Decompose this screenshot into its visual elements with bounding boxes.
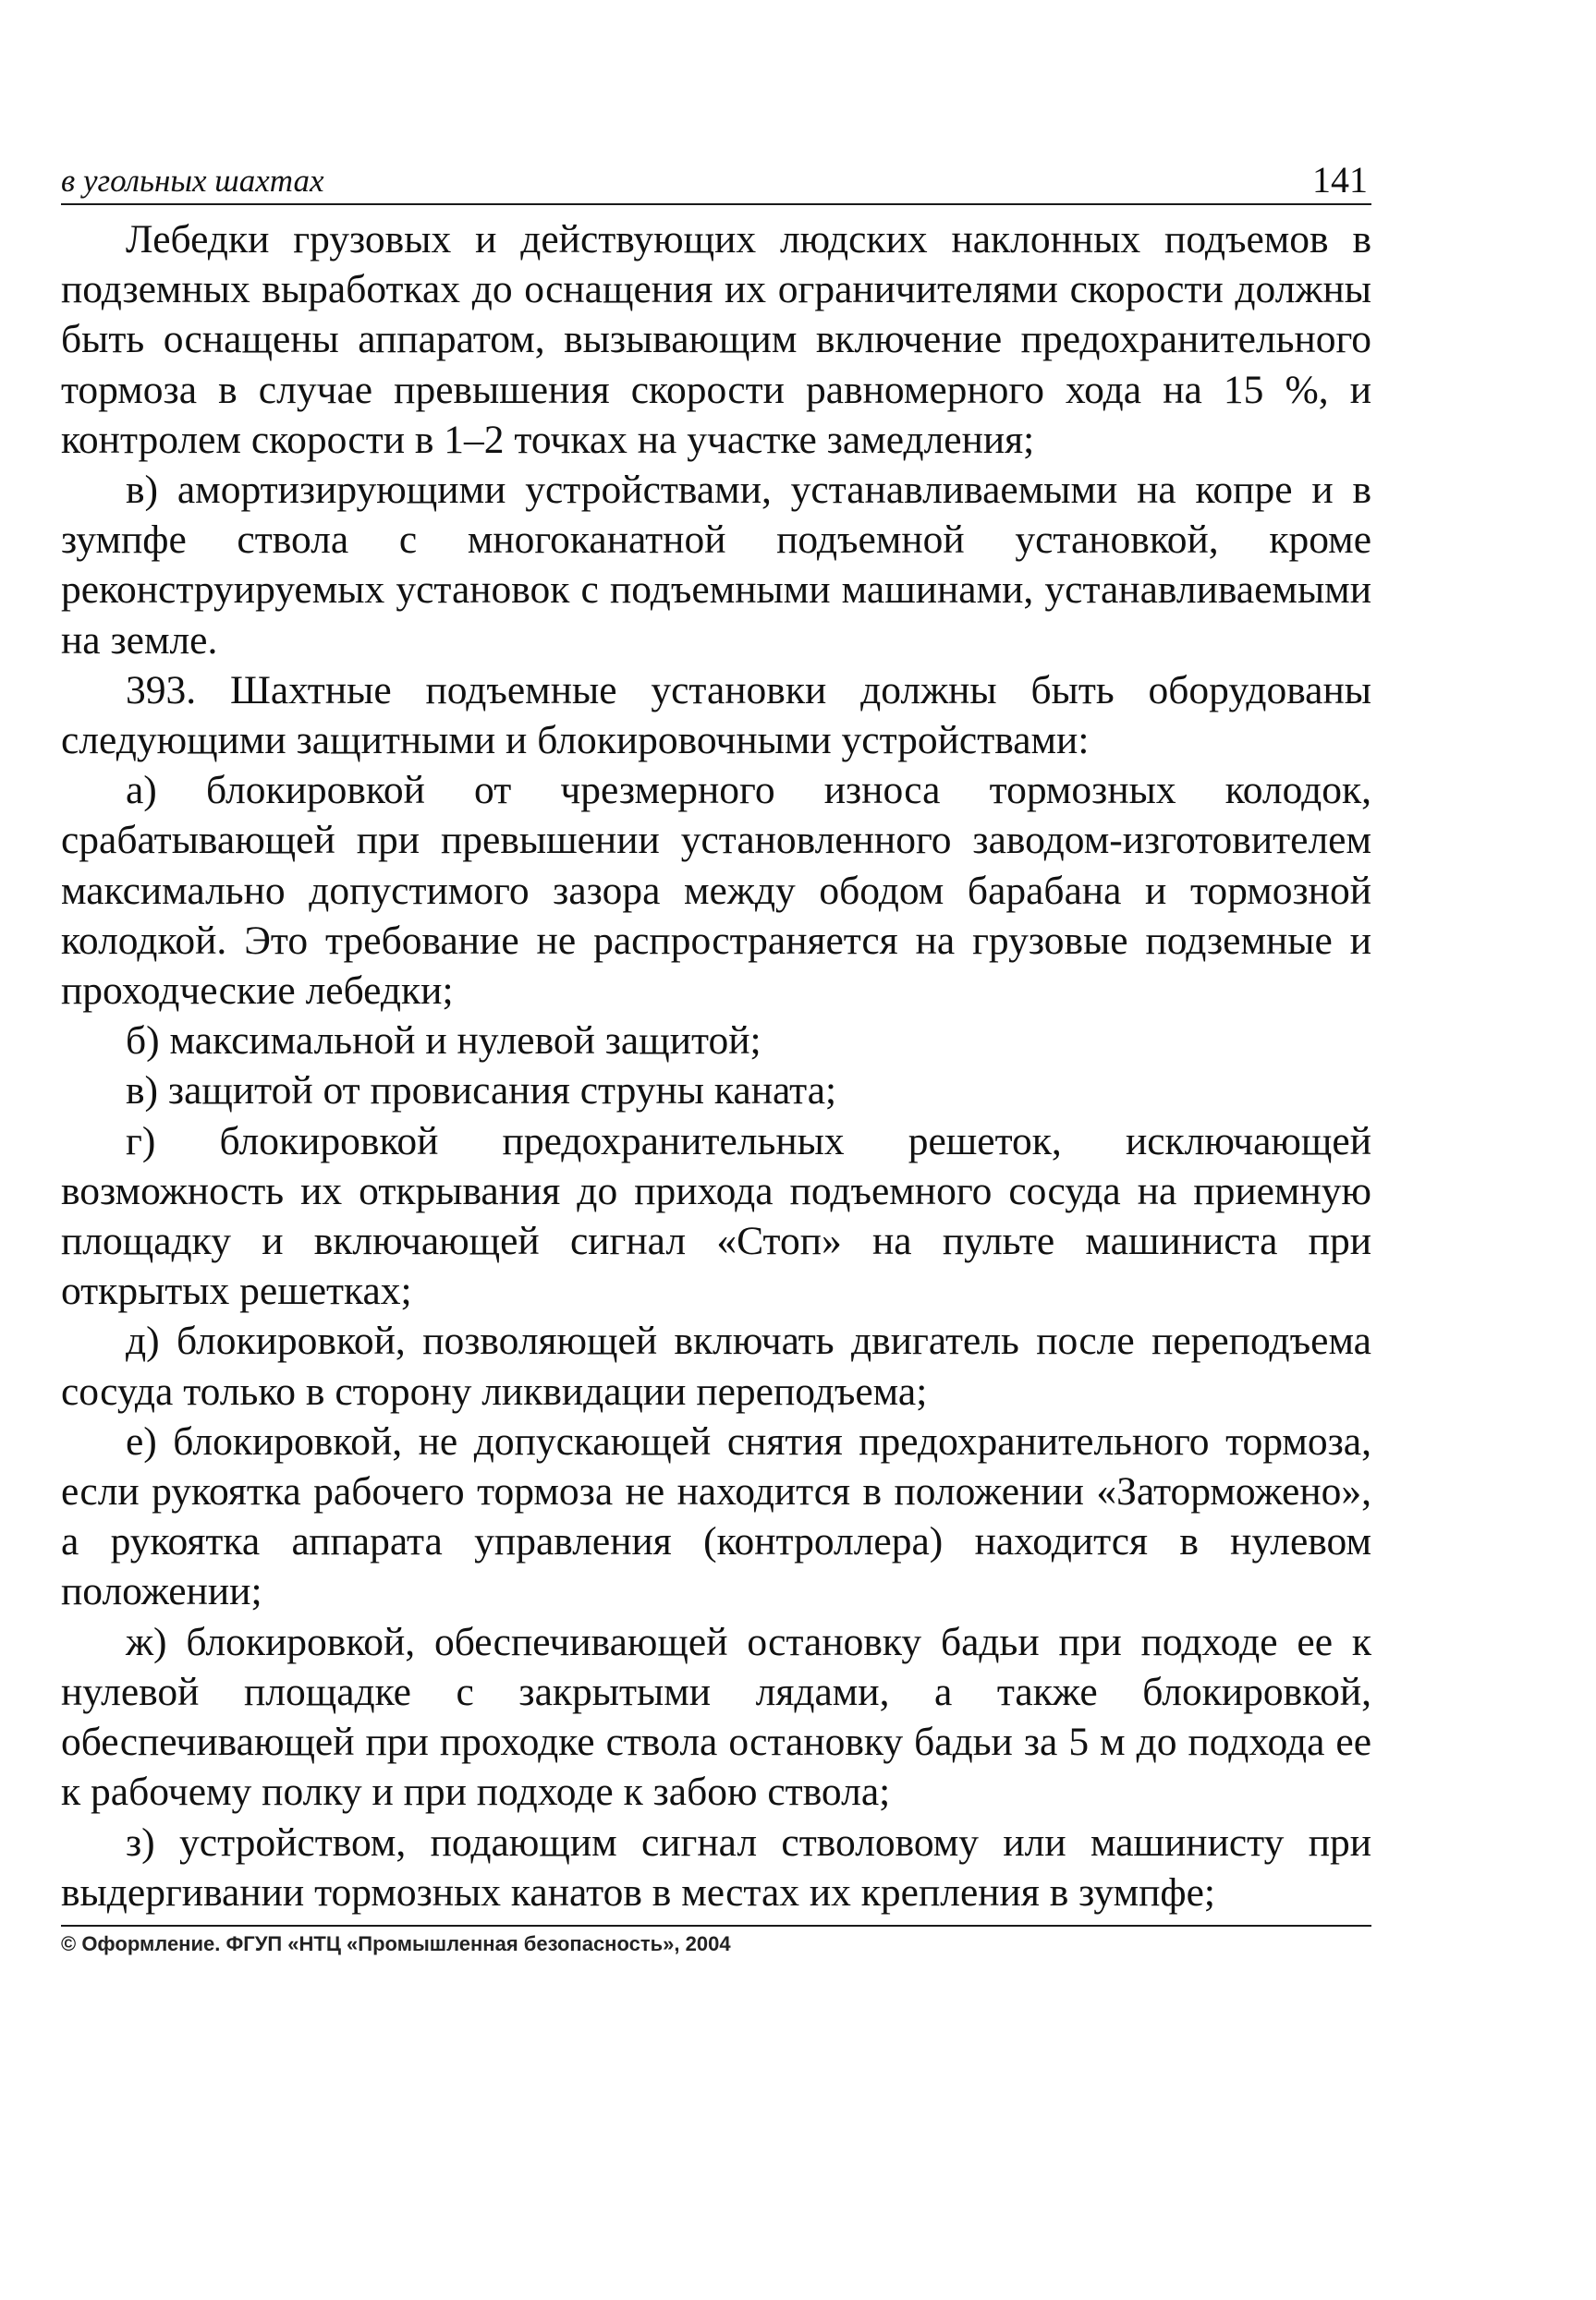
book-page [61, 157, 1371, 1956]
paragraph-item-g-safety-gates: г) блокировкой предохранительных решеток, исключающей возможность их открывания до прихода подъемного сосуда на приемную площадку и включающей сигнал «Стоп» на пульте машиниста при открытых решетках; [61, 1118, 1371, 1314]
paragraph-item-b-max-zero-protection: б) максимальной и нулевой защитой; [126, 1018, 761, 1064]
copyright-footer: © Оформление. ФГУП «НТЦ «Промышленная безопасность», 2004 [61, 1925, 1371, 1956]
paragraph-winch-speed-control: Лебедки грузовых и действующих людских наклонных подъемов в подземных выработках до оснащения их ограничителями скорости должны быть оснащены аппаратом, вызывающим включение предохранительного тормоза в случае превышения скорости равномерного хода на 15 %, и контролем скорости в 1–2 точках на участке замедления; [61, 217, 1371, 462]
paragraph-item-zh-bucket-stop: ж) блокировкой, обеспечивающей остановку бадьи при подходе ее к нулевой площадке с закрытыми лядами, а также блокировкой, обеспечивающей при проходке ствола остановку бадьи за 5 м до подхода ее к рабочему полку и при подходе к забою ствола; [61, 1619, 1371, 1815]
running-header [61, 157, 1371, 205]
paragraph-rule-393: 393. Шахтные подъемные установки должны быть оборудованы следующими защитными и блокировочными устройствами: [61, 667, 1371, 763]
paragraph-item-v-shock-absorbers: в) амортизирующими устройствами, устанавливаемыми на копре и в зумпфе ствола с многоканатной подъемной установкой, кроме реконструируемых установок с подъемными машинами, устанавливаемыми на земле. [61, 468, 1371, 663]
body-text [61, 214, 1371, 1917]
paragraph-item-z-signal-device: з) устройством, подающим сигнал стволовому или машинисту при выдергивании тормозных канатов в местах их крепления в зумпфе; [61, 1819, 1371, 1915]
paragraph-item-v-rope-sag-protection: в) защитой от провисания струны каната; [126, 1068, 837, 1113]
paragraph-item-e-brake-release-interlock: е) блокировкой, не допускающей снятия предохранительного тормоза, если рукоятка рабочего тормоза не находится в положении «Заторможено», а рукоятка аппарата управления (контроллера) находится в нулевом положении; [61, 1418, 1371, 1614]
running-title: в угольных шахтах [61, 163, 324, 199]
paragraph-item-a-brake-wear: а) блокировкой от чрезмерного износа тормозных колодок, срабатывающей при превышении установленного заводом-изготовителем максимально допустимого зазора между ободом барабана и тормозной колодкой. Это требование не распространяется на грузовые подземные и проходческие лебедки; [61, 768, 1371, 1014]
paragraph-item-d-overwind-interlock: д) блокировкой, позволяющей включать двигатель после переподъема сосуда только в сторону ликвидации переподъема; [61, 1319, 1371, 1414]
page-number: 141 [1312, 159, 1368, 201]
